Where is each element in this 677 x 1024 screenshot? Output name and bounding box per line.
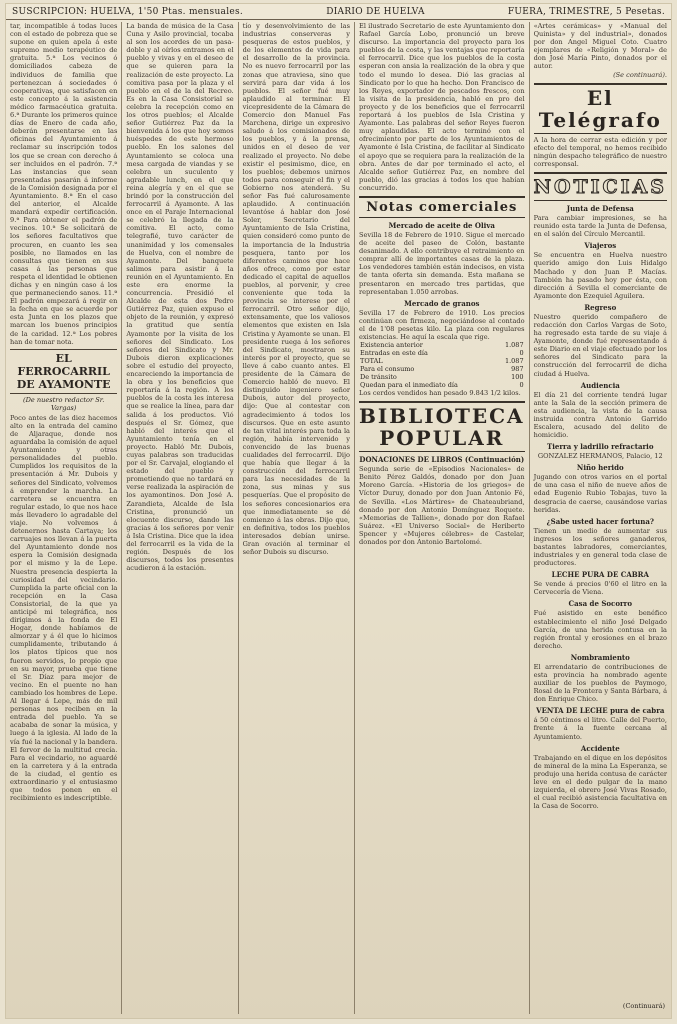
- accidente-text: Trabajando en el dique en los depósitos de mineral de la mina La Esperanza, se produjo una herida contusa de carácter leve en el dedo pulgar de la mano izquierda, el obrero José Vivas Rosado, el cual recibió asistencia facultativa en la Casa de Socorro.: [533, 753, 667, 811]
- telegrafo-text: A la hora de cerrar esta edición y por efecto del temporal, no hemos recibido ningún despacho telegráfico de nuestro corresponsal.: [533, 135, 667, 168]
- newspaper-name: DIARIO DE HUELVA: [326, 6, 425, 17]
- footer-continuara: (Continuará): [622, 1002, 665, 1010]
- mercado-granos-head: Mercado de granos: [404, 298, 480, 308]
- columns: [6, 22, 671, 1014]
- leche-text: Se vende á precios 0'60 el litro en la Cervecería de Viena.: [533, 580, 667, 597]
- market-table: [359, 341, 525, 389]
- viajeros-head: Viajeros: [584, 241, 617, 251]
- junta-head: Junta de Defensa: [566, 204, 634, 214]
- table-cell-label: De tránsito: [360, 373, 397, 382]
- table-cell-value: 987: [511, 365, 524, 374]
- table-cell-value: 1.087: [504, 357, 524, 366]
- sabe-text: Tienen un medio de aumentar sus ingresos los señores ganaderos, bastantes labradores, comerciantes, industriales y en general toda clase de productores.: [533, 526, 667, 568]
- table-cell-label: TOTAL: [360, 357, 383, 366]
- article-byline: (De nuestro redactor Sr. Vargas): [23, 395, 105, 412]
- telegrafo-title: El Telégrafo: [534, 83, 667, 134]
- table-cell-value: 100: [511, 373, 524, 382]
- leche-head: LECHE PURA DE CABRA: [551, 570, 649, 580]
- column-5: [530, 22, 671, 1014]
- accidente-head: Accidente: [580, 743, 620, 753]
- table-cell-label: Existencia anterior: [360, 341, 423, 350]
- article-continuation-text: La banda de música de la Casa Cuna y Asilo provincial, tocaba al son los acordes de un pasa-doble y al oírlos entramos en el pueblo y vivas y en el deseo de que se quieren para la realización de este proyecto. La comitiva pasa por la plaza y el pueblo en el de la del Recreo. Es en la Casa Consistorial se celebra la recepción como en los otros pueblos; el Alcalde señor Gutiérrez Paz da la bienvenida á los que hoy somos huéspedes de este hermoso pueblo. En los salones del Ayuntamiento se coloca una mesa cargada de viandas y se celebra un suculento y agradable lunch, en el que reina alegría y en el que se brindó por la construcción del ferrocarril á Ayamonte. A las once en el Paraje Internacional se celebró la llegada de la comitiva. El acto, como telegrafié, tuvo carácter de unanimidad y los comensales de Huelva, con el nombre de Ayamonte. Del banquete salimos para asistir á la reunión en el Ayuntamiento. En este era enorme la concurrencia. Presidió el Alcalde de esta dos Pedro Gutiérrez Paz, quien expuso el objeto de la reunión, y expresó la gratitud que sentía Ayamonte por la visita de los señores del Sindicato. Los señores del Sindicato y Mr. Dubois dieron explicaciones sobre el estudio del proyecto, encareciendo la importancia de la obra y los beneficios que reportaría á la región. A los pueblos de la costa les interesa que se realice la línea, para dar salida á los productos. Vió después el Sr. Gómez, que habló del interés que el Ayuntamiento tenía en el proyecto. Habló Mr. Dubois, cuyas palabras son traducidas por el Sr. Carvajal, elogiando el estado del pueblo y prometiendo que no tardará en verse realizada la aspiración de los ayamontinos. Don José A. Zarandieta, Alcalde de Isla Cristina, pronunció un elocuente discurso, dando las gracias á los señores por venir á Isla Cristina. Dice que la idea del ferrocarril es la vida de la región. Después de los discursos, todos los presentes acudieron á la estación.: [126, 22, 234, 573]
- nino-head: Niño herido: [576, 463, 624, 473]
- venta-head: VENTA DE LECHE pura de cabra: [536, 706, 665, 716]
- junta-text: Para cambiar impresiones, se ha reunido esta tarde la Junta de Defensa, en el salón del Círculo Mercantil.: [533, 214, 667, 239]
- column-2: [122, 22, 238, 1014]
- biblioteca-text: Segunda serie de «Episodios Nacionales» de Benito Pérez Galdós, donado por don Juan Moreno García. «Historia de los griegos» de Víctor Duruy, donado por don Juan Antonio Fé, de Sevilla. «Los Mártires» de Chateaubriand, donado por don Antonio Domínguez Roquete. «Memorias de Tallien», donado por don Rafael Suárez. «El Universo Social» de Heriberto Spencer y «Mujeres célebres» de Castelar, donados por don Antonio Bartolomé.: [359, 465, 525, 547]
- article-title-ferrocarril: EL FERROCARRIL DE AYAMONTE: [10, 349, 117, 394]
- table-cell-label: Para el consumo: [360, 365, 415, 374]
- venta-text: á 50 céntimos el litro. Calle del Puerto, frente á la fuente cercana al Ayuntamiento.: [533, 716, 667, 741]
- regreso-head: Regreso: [584, 302, 617, 312]
- table-cell-value: 0: [519, 349, 524, 358]
- nombramiento-text: El arrendatario de contribuciones de esta provincia ha nombrado agente auxiliar de los pueblos de Paymogo, Rosal de la Frontera y Santa Bárbara, á don Enrique Chico.: [533, 662, 667, 704]
- market-note: Los cerdos vendidos han pesado 9.843 1/2 kilos.: [359, 389, 521, 398]
- column-4: [355, 22, 530, 1014]
- mercado-aceite-head: Mercado de aceite de Oliva: [388, 220, 495, 230]
- table-row: [359, 365, 525, 373]
- donaciones-continuation: «Artes cerámicas» y «Manual del Quinista» y del industrial», donados por don Angel Miguel Coto. Cuatro ejemplares de «Religión y Moral» de don José María Pinto, donados por el autor.: [533, 22, 667, 71]
- mercado-aceite-text: Sevilla 18 de Febrero de 1910. Sigue el mercado de aceite del paseo de Colón, bastante desanimado. A ello contribuye el retraimiento en comprar allí de importantes casas de la plaza. Los vendedores también están indecisos, en vista de tanta oferta sin demanda. Esta mañana se presentaron en mercado tres partidas, que representaban 1.050 arrobas.: [359, 230, 525, 296]
- table-cell-label: Entradas en este día: [360, 349, 428, 358]
- socorro-text: Fué asistido en este benéfico establecimiento el niño José Delgado García, de una herida contusa en la región frontal y erosiones en el brazo derecho.: [533, 609, 667, 650]
- tierra-text: GONZALEZ HERMANOS, Palacio, 12: [537, 452, 663, 461]
- mercado-granos-text: Sevilla 17 de Febrero de 1910. Los precios continúan con firmeza, negociándose al contado el de 1'08 pesetas kilo. La plaza con regulares existencias. He aquí la escala que rige.: [359, 308, 525, 341]
- masthead-strip: [6, 4, 671, 20]
- subscription-huelva: SUSCRIPCION: HUELVA, 1'50 Ptas. mensuales.: [12, 6, 244, 17]
- biblioteca-popular-title: BIBLIOTECA POPULAR: [359, 401, 525, 452]
- table-cell-value: 1.087: [504, 341, 524, 350]
- article-rules-text: tar, incompatible á todas luces con el estado de pobreza que se supone en quien apela á este supremo medio terapéutico de gratuita. 5.ª Los vecinos ó domiciliados cabeza de individuos de familia que pertenezcan á sociedades ó cooperativas, que satisfacen en este concepto á la asistencia médico farmacéutica gratuita. 6.ª Durante los primeros quince días de Enero de cada año, deberán presentarse en las oficinas del Ayuntamiento á reclamar su inscripción todos los que se crean con derecho á ser incluidos en el padrón. 7.ª Las instancias que sean presentadas pasarán á informe de la Comisión designada por el Ayuntamiento. 8.ª En el caso del anterior, el Alcalde mandará expedir certificación. 9.ª Para obtener el padrón de vecinos. 10.ª Se solicitará de los señores facultativos que procuren, en cuanto les sea posible, no llamados en las consultas que tienen en sus casas á las personas que respeta el identidad le obtienen dichas y en ningún caso á los que permaneciendo sanos. 11.ª El padrón empezará á regir en la fecha en que se acuerde por esta Junta en los plazos que marcan los buenos principios de la caridad. 12.ª Los pobres han de tomar nota.: [10, 22, 118, 346]
- table-row: [359, 381, 525, 389]
- subscription-outside: FUERA, TRIMESTRE, 5 Pesetas.: [507, 6, 665, 17]
- column-1: [6, 22, 122, 1014]
- sabe-head: ¿Sabe usted hacer fortuna?: [546, 516, 654, 526]
- table-row: [359, 349, 525, 357]
- biblioteca-subtitle: DONACIONES DE LIBROS (Continuación): [359, 455, 525, 465]
- notas-comerciales-title: Notas comerciales: [359, 196, 525, 218]
- table-row: [359, 373, 525, 381]
- regreso-text: Nuestro querido compañero de redacción don Carlos Vargas de Soto, ha regresado esta tarde de su viaje á Ayamonte, donde fué representando á este Diario en el viaje efectuado por los señores del Sindicato para la construcción del ferrocarril de dicha ciudad á Huelva.: [533, 312, 667, 378]
- table-row: [359, 357, 525, 365]
- column-3: [239, 22, 355, 1014]
- audiencia-head: Audiencia: [580, 380, 620, 390]
- audiencia-text: El día 21 del corriente tendrá lugar ante la Sala de la sección primera de esta audiencia, la vista de la causa instruida contra Antonio Garrido Escalera, acusado del delito de homicidio.: [533, 390, 667, 440]
- continuara-note: (Se continuará).: [613, 70, 667, 79]
- table-row: [359, 341, 525, 349]
- article-continuation-text-3: El ilustrado Secretario de este Ayuntamiento don Rafael García Lobo, pronunció un breve discurso. La importancia del proyecto para los pueblos de la costa, y las ventajas que reportaría el ferrocarril. Dice que los pueblos de la costa esperan con ansia la realización de la obra y que todo el mundo lo desea. Dió las gracias al Sindicato por lo que ha hecho. Don Francisco de los Reyes, exportador de pescados frescos, con la visita de la presidencia, habló en pro del proyecto y de los beneficios que el ferrocarril reportará á los pueblos de Isla Cristina y Ayamonte. Las palabras del señor Reyes fueron muy aplaudidas. El acto terminó con el ofrecimiento por parte de los Ayuntamientos de Ayamonte é Isla Cristina, de facilitar al Sindicato el apoyo que se requiera para la realización de la obra. Antes de dar por terminado el acto, el Alcalde señor Gutiérrez Paz, en nombre del pueblo, dió las gracias á todos los que habían concurrido.: [359, 22, 525, 192]
- noticias-title: NOTICIAS: [534, 172, 667, 201]
- socorro-head: Casa de Socorro: [568, 599, 633, 609]
- article-ferrocarril-text: Poco antes de las diez hacemos alto en la entrada del camino de Aljaraque, donde nos aguardaba la comisión de aquel Ayuntamiento y otras personalidades del pueblo. Cumplidos los requisitos de la presentación á Mr. Dubois y señores del Sindicato, volvemos á emprender la marcha. La carretera se encuentra en regular estado, lo que nos hace más llevadero lo agradable del viaje. No volvemos á detenernos hasta Cartaya; los carruajes nos llevan á la puerta del Ayuntamiento donde nos espera la Comisión designada por el mismo y la de Lepe. Nuestra presencia despierta la curiosidad del vecindario. Cumplida la parte oficial con la recepción en la Casa Consistorial, de la que ya anticipé mi telegráfica, nos dirigimos á la fonda de El Hogar, donde habíamos de almorzar y á él que lo hicimos cumplidamente, tributando á los platos típicos que nos fueron servidos, lo propio que en su mayor, prueba que tiene el Sr. Díaz para mejor de vecino. En el puente no han cambiado los hombres de Lepe. Al llegar á Lepe, más de mil personas nos reciben en la entrada del pueblo. Ya se acababa de sonar la música, y luego á la iglesia. Al lado de la vía fué la nacional y la bandera. El fervor de la multitud crecía. Para el vecindario, no aguardé en la carretera y á la entrada de la ciudad, el gentío es extraordinario y el entusiasmo que todos ponen en el recibimiento es indescriptible.: [10, 413, 118, 803]
- article-continuation-text-2: tío y desenvolvimiento de las industrias conserveras y pesqueras de estos pueblos, y de los elementos de vida para el desarrollo de la provincia. No es nuevo ferrocarril por las zonas que atraviesa, sino que servirá para dar vida á los pueblos. El señor fué muy aplaudido al terminar. El vicepresidente de la Cámara de Comercio don Manuel Fas Marchena, dirige un expresivo saludo á los comisionados de los pueblos, y á la prensa, unidos en el deseo de ver realizado el proyecto. No debe existir el pesimismo, dice, en los pueblos; debemos unirnos todos para conseguir el fin y el Gobierno nos atenderá. Su señor Fas fué calurosamente aplaudido. A continuación levantóse á hablar don José Soler, Secretario del Ayuntamiento de Isla Cristina, quien consideró como punto de la importancia de la Industria pesquera, tanto por los diferentes caminos que hace años ofrece, como por estar dedicado el capital de aquellos pueblos, al porvenir, y cree conveniente que toda la provincia se interese por el ferrocarril. Otro señor dijo, extensamente, que los valiosos elementos que existen en Isla Cristina y Ayamonte se unan. El presidente ruega á los señores del Sindicato, mostraron su interés por el proyecto, que se lleve á cabo cuanto antes. El presidente de la Cámara de Comercio habló de nuevo. El distinguido ingeniero señor Dubois, autor del proyecto, dijo: Que al contestar con agradecimiento á todos los discursos. Que en este asunto de tan vital interés para toda la región, había intervenido y convencido de las buenas cualidades del ferrocarril. Dijo que había que llegar á la construcción del ferrocarril para las necesidades de la zona, sus minas y sus pesquerías. Que el propósito de los señores concesionarios era que inmediatamente se dé comienzo á las obras. Dijo que, en definitiva, todos los pueblos interesados debían unirse. Gran ovación al terminar el señor Dubois su discurso.: [242, 22, 350, 557]
- tierra-head: Tierra y ladrillo refractario: [547, 442, 654, 452]
- nino-text: Jugando con otros varios en el portal de una casa el niño de nueve años de edad Eugenio Rubio Tobajas, tuvo la desgracia de caerse, causándose varias heridas.: [533, 473, 667, 514]
- viajeros-text: Se encuentra en Huelva nuestro querido amigo don Luis Hidalgo Machado y don Juan P. Macías. También ha pasado hoy por ésta, con dirección á Sevilla el comerciante de Ayamonte don Ezequiel Aguilera.: [533, 251, 667, 300]
- table-cell-label: Quedan para el inmediato día: [360, 381, 458, 390]
- nombramiento-head: Nombramiento: [570, 652, 630, 662]
- newspaper-page: [6, 4, 671, 1018]
- table-cell-value: 0: [519, 381, 524, 390]
